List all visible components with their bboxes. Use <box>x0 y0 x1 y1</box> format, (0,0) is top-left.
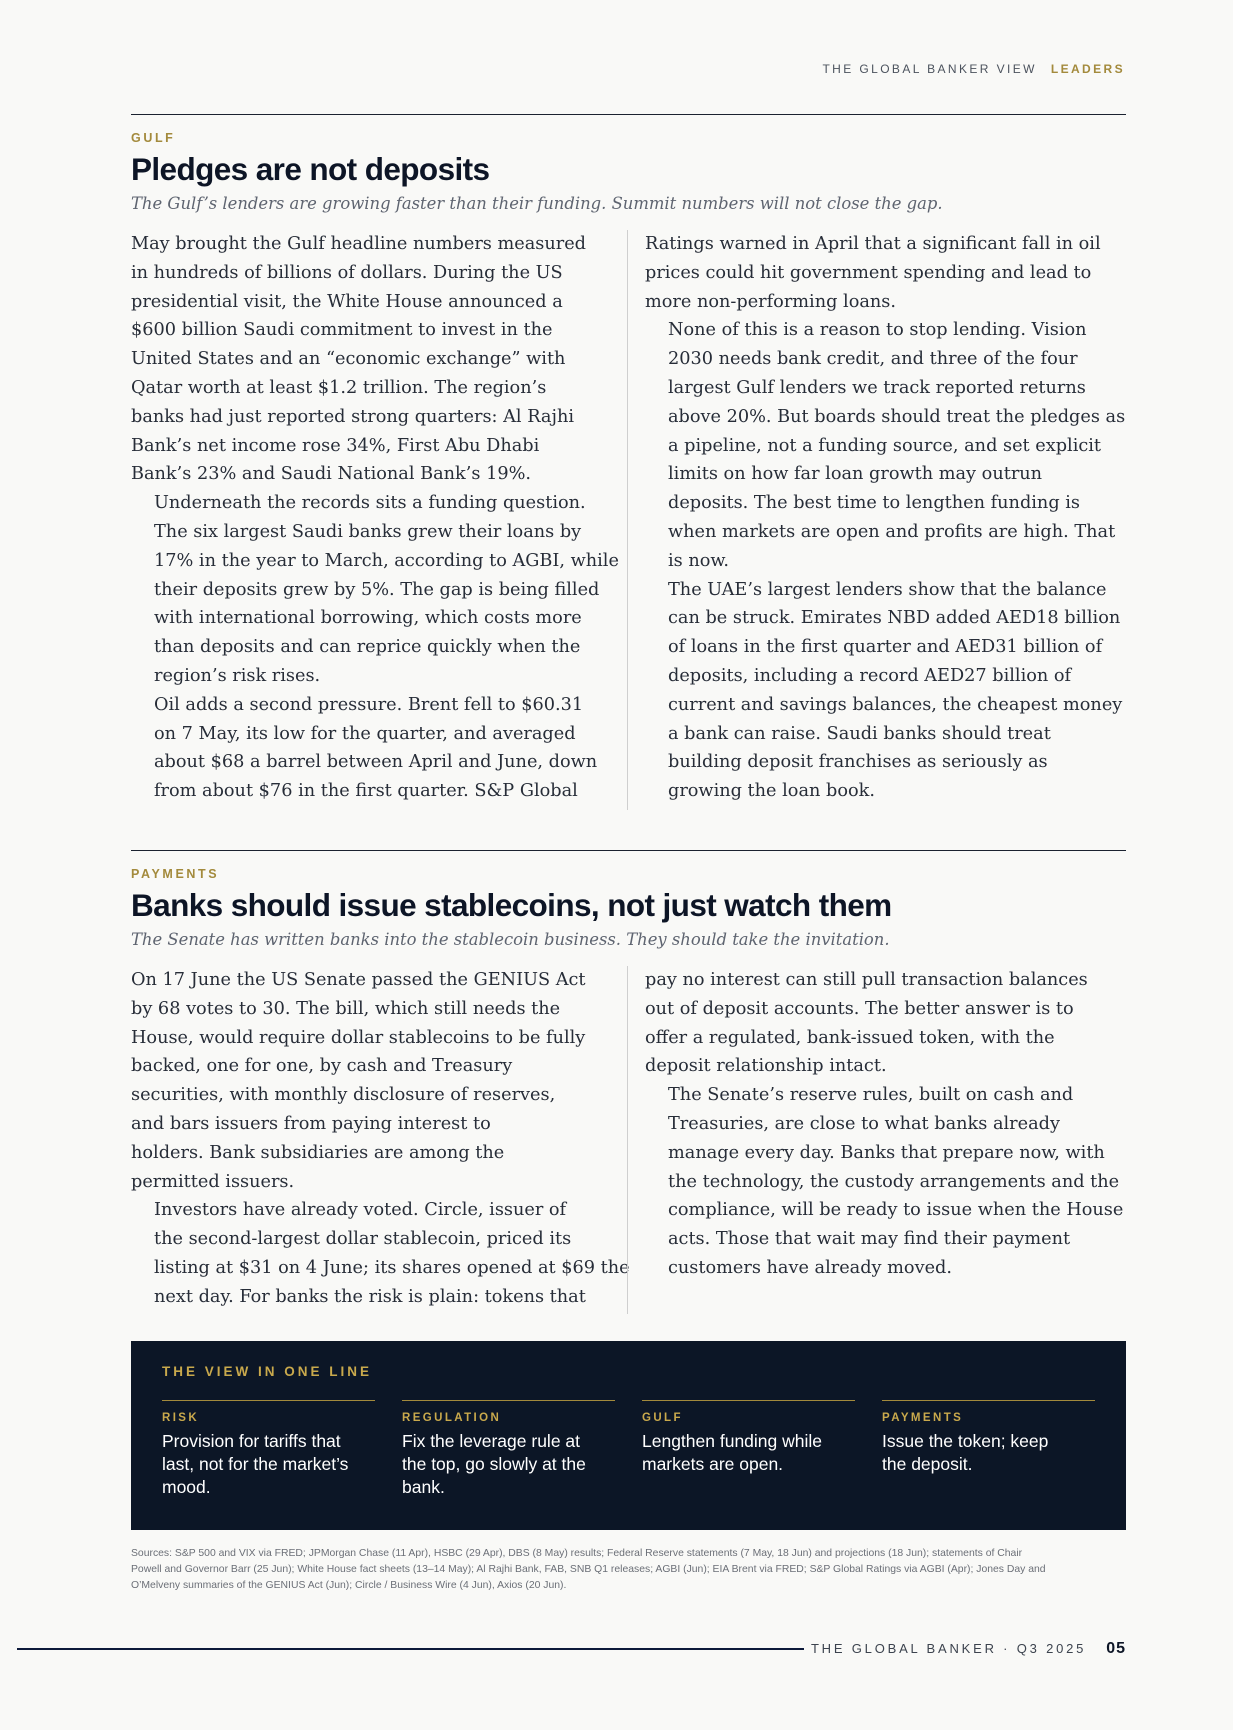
column-divider <box>627 966 628 1314</box>
article-paragraph <box>131 691 621 806</box>
footer-publication: THE GLOBAL BANKER · Q3 2025 <box>810 1641 1087 1656</box>
section-label: LEADERS <box>1050 62 1125 76</box>
summary-text-line: mood. <box>162 1477 211 1497</box>
text-line: when markets are open and profits are high. That <box>668 521 1116 542</box>
text-line: Oil adds a second pressure. Brent fell to $60.31 <box>154 694 584 715</box>
text-line: manage every day. Banks that prepare now, with <box>668 1142 1105 1163</box>
page-number: 05 <box>1106 1640 1126 1657</box>
footer-rule <box>17 1648 804 1650</box>
summary-text-line: the top, go slowly at the <box>402 1454 586 1474</box>
text-line: May brought the Gulf headline numbers measured <box>131 234 586 254</box>
sources-line: Sources: S&P 500 and VIX via FRED; JPMorgan Chase (11 Apr), HSBC (29 Apr), DBS (8 May) results; Federal Reserve statements (7 May, 18 Jun) and projections (18 Jun); statements of Chair <box>131 1548 1023 1559</box>
article-kicker: GULF <box>131 131 176 145</box>
right-column <box>645 966 1135 1283</box>
article-paragraph <box>645 230 1135 316</box>
text-line: can be struck. Emirates NBD added AED18 billion <box>668 608 1121 629</box>
column-divider <box>627 230 628 810</box>
summary-item-payments <box>882 1400 1095 1476</box>
text-line: Treasuries, are close to what banks already <box>668 1113 1060 1134</box>
article-standfirst: The Senate has written banks into the stablecoin business. They should take the invitation. <box>131 930 890 949</box>
summary-text-line: Issue the token; keep <box>882 1431 1049 1451</box>
text-line: on 7 May, its low for the quarter, and averaged <box>154 723 576 744</box>
article-paragraph <box>131 230 621 489</box>
view-in-one-line-box <box>131 1341 1126 1530</box>
text-line: The six largest Saudi banks grew their loans by <box>154 521 582 542</box>
text-line: Ratings warned in April that a significant fall in oil <box>645 234 1101 254</box>
summary-text-line: Lengthen funding while <box>642 1431 823 1451</box>
text-line: $600 billion Saudi commitment to invest in the <box>131 320 553 341</box>
text-line: is now. <box>668 550 730 571</box>
text-line: pay no interest can still pull transaction balances <box>645 970 1088 990</box>
summary-item-text <box>642 1430 855 1476</box>
text-line: customers have already moved. <box>668 1257 952 1278</box>
article-headline: Pledges are not deposits <box>131 151 490 187</box>
running-head <box>822 62 1125 76</box>
summary-item-risk <box>162 1400 375 1499</box>
article-paragraph <box>131 489 621 691</box>
text-line: banks had just reported strong quarters: Al Rajhi <box>131 406 574 427</box>
article-body <box>131 966 1126 1314</box>
summary-item-text <box>162 1430 375 1499</box>
sources-line: O’Melveny summaries of the GENIUS Act (Jun); Circle / Business Wire (4 Jun), Axios (20 Jun). <box>131 1580 567 1591</box>
article-top-rule <box>131 850 1126 851</box>
text-line: deposits, including a record AED27 billion of <box>668 665 1072 686</box>
text-line: compliance, will be ready to issue when the House <box>668 1200 1124 1221</box>
text-line: Bank’s net income rose 34%, First Abu Dhabi <box>131 435 540 456</box>
text-line: current and savings balances, the cheapest money <box>668 694 1123 715</box>
text-line: On 17 June the US Senate passed the GENIUS Act <box>131 970 586 990</box>
summary-text-line: Provision for tariffs that <box>162 1431 341 1451</box>
text-line: Qatar worth at least $1.2 trillion. The region’s <box>131 377 547 398</box>
text-line: a pipeline, not a funding source, and set explicit <box>668 435 1102 456</box>
right-column <box>645 230 1135 806</box>
text-line: deposits. The best time to lengthen funding is <box>668 493 1081 514</box>
publication-name: THE GLOBAL BANKER VIEW <box>822 62 1037 76</box>
text-line: presidential visit, the White House announced a <box>131 291 563 312</box>
text-line: The Senate’s reserve rules, built on cash and <box>668 1085 1074 1106</box>
text-line: of loans in the first quarter and AED31 billion of <box>668 637 1103 658</box>
text-line: next day. For banks the risk is plain: tokens that <box>154 1286 586 1307</box>
article-paragraph <box>645 1081 1135 1283</box>
summary-item-text <box>402 1430 615 1499</box>
article-standfirst: The Gulf’s lenders are growing faster than their funding. Summit numbers will not close the gap. <box>131 194 943 213</box>
text-line: above 20%. But boards should treat the pledges as <box>668 406 1126 427</box>
article-paragraph <box>645 576 1135 806</box>
text-line: The UAE’s largest lenders show that the balance <box>668 579 1107 600</box>
text-line: region’s risk rises. <box>154 665 321 686</box>
article-headline: Banks should issue stablecoins, not just watch them <box>131 887 892 923</box>
summary-item-text <box>882 1430 1095 1476</box>
text-line: backed, one for one, by cash and Treasury <box>131 1056 513 1077</box>
text-line: by 68 votes to 30. The bill, which still needs the <box>131 998 561 1019</box>
text-line: listing at $31 on 4 June; its shares opened at $69 the <box>154 1257 630 1278</box>
article-paragraph <box>645 966 1135 1081</box>
article-gulf <box>131 114 1126 810</box>
text-line: the second-largest dollar stablecoin, priced its <box>154 1229 572 1250</box>
text-line: from about $76 in the first quarter. S&P Global <box>154 781 578 802</box>
text-line: 17% in the year to March, according to AGBI, while <box>154 550 619 571</box>
left-column <box>131 230 621 806</box>
text-line: 2030 needs bank credit, and three of the four <box>668 349 1078 370</box>
text-line: growing the loan book. <box>668 781 875 802</box>
text-line: more non-performing loans. <box>645 291 896 312</box>
summary-text-line: bank. <box>402 1477 445 1497</box>
summary-item-label: REGULATION <box>402 1412 502 1424</box>
text-line: securities, with monthly disclosure of reserves, <box>131 1085 556 1106</box>
summary-text-line: markets are open. <box>642 1454 784 1474</box>
text-line: largest Gulf lenders we track reported returns <box>668 377 1086 398</box>
text-line: and bars issuers from paying interest to <box>131 1113 491 1134</box>
summary-item-regulation <box>402 1400 615 1499</box>
footer <box>811 1640 1126 1658</box>
text-line: a bank can raise. Saudi banks should treat <box>668 723 1051 744</box>
text-line: House, would require dollar stablecoins to be fully <box>131 1027 586 1048</box>
article-top-rule <box>131 114 1126 115</box>
text-line: building deposit franchises as seriously as <box>668 752 1048 773</box>
article-body <box>131 230 1126 810</box>
summary-item-gulf <box>642 1400 855 1476</box>
text-line: with international borrowing, which costs more <box>154 608 582 629</box>
text-line: permitted issuers. <box>131 1171 295 1192</box>
sources-line: Powell and Governor Barr (25 Jun); White House fact sheets (13–14 May); Al Rajhi Bank, FAB, SNB Q1 releases; AGBI (Jun); EIA Brent via FRED; S&P Global Ratings via AGBI (Apr); Jones Day and <box>131 1564 1046 1575</box>
text-line: United States and an “economic exchange” with <box>131 349 566 370</box>
left-column <box>131 966 630 1312</box>
text-line: than deposits and can reprice quickly when the <box>154 637 581 658</box>
text-line: holders. Bank subsidiaries are among the <box>131 1142 505 1163</box>
text-line: limits on how far loan growth may outrun <box>668 464 1043 485</box>
article-paragraph <box>131 1196 630 1311</box>
text-line: acts. Those that wait may find their payment <box>668 1229 1071 1250</box>
text-line: in hundreds of billions of dollars. During the US <box>131 262 563 283</box>
summary-text-line: the deposit. <box>882 1454 973 1474</box>
text-line: out of deposit accounts. The better answer is to <box>645 998 1074 1019</box>
text-line: prices could hit government spending and lead to <box>645 262 1092 283</box>
summary-text-line: Fix the leverage rule at <box>402 1431 581 1451</box>
summary-item-label: GULF <box>642 1412 683 1424</box>
article-paragraph <box>645 316 1135 575</box>
article-payments <box>131 850 1126 1314</box>
text-line: offer a regulated, bank-issued token, with the <box>645 1027 1055 1048</box>
article-kicker: PAYMENTS <box>131 867 220 881</box>
text-line: Investors have already voted. Circle, issuer of <box>154 1200 567 1221</box>
summary-text-line: last, not for the market’s <box>162 1454 349 1474</box>
text-line: Underneath the records sits a funding question. <box>154 493 586 514</box>
summary-title: THE VIEW IN ONE LINE <box>162 1364 373 1379</box>
summary-item-label: RISK <box>162 1412 200 1424</box>
text-line: None of this is a reason to stop lending. Vision <box>668 320 1087 341</box>
summary-item-label: PAYMENTS <box>882 1412 964 1424</box>
article-paragraph <box>131 966 621 1196</box>
text-line: about $68 a barrel between April and June, down <box>154 752 598 773</box>
text-line: the technology, the custody arrangements and the <box>668 1171 1120 1192</box>
text-line: deposit relationship intact. <box>645 1056 887 1077</box>
text-line: their deposits grew by 5%. The gap is being filled <box>154 579 600 600</box>
sources-note <box>131 1546 1126 1594</box>
text-line: Bank’s 23% and Saudi National Bank’s 19%. <box>131 464 532 485</box>
